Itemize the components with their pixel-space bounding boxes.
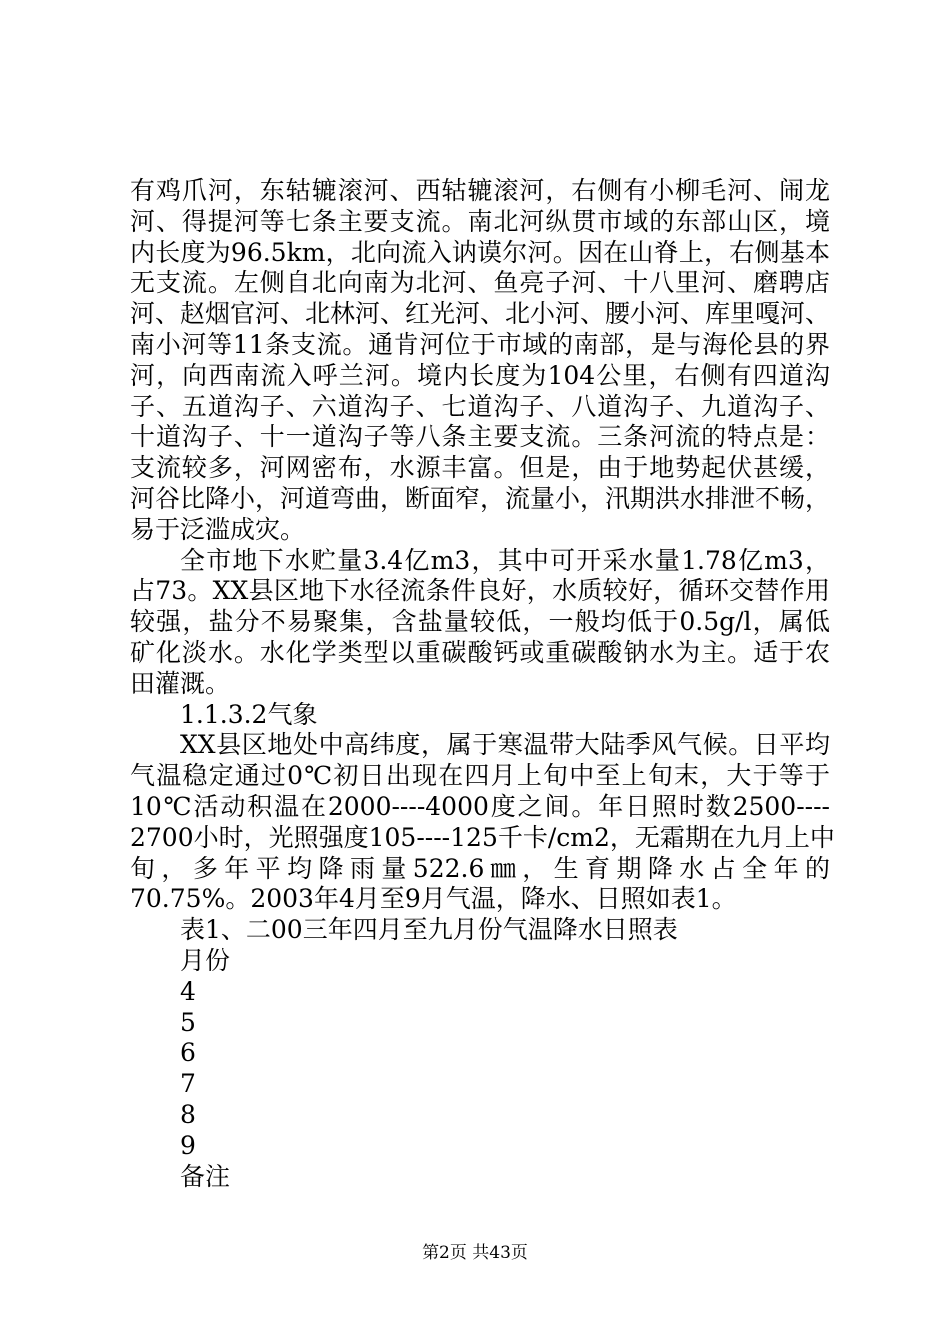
text-line: XX县区地处中高纬度，属于寒温带大陆季风气候。日平均 [180, 730, 830, 760]
text-line: 河，向西南流入呼兰河。境内长度为104公里，右侧有四道沟 [130, 360, 830, 390]
text-line: 10℃活动积温在2000----4000度之间。年日照时数2500---- [130, 791, 830, 821]
text-line: 南小河等11条支流。通肯河位于市域的南部，是与海伦县的界 [130, 329, 830, 359]
table-cell-month: 6 [180, 1038, 196, 1068]
text-line: 支流较多，河网密布，水源丰富。但是，由于地势起伏甚缓， [130, 453, 830, 483]
table-cell-month: 5 [180, 1007, 196, 1037]
section-heading: 1.1.3.2气象 [180, 699, 318, 729]
paragraph-rivers [130, 176, 830, 546]
document-body [130, 176, 835, 1192]
text-line: 易于泛滥成灾。 [130, 514, 306, 544]
paragraph-groundwater [130, 546, 830, 700]
text-line: 2700小时，光照强度105----125千卡/cm2，无霜期在九月上中 [130, 822, 835, 852]
text-line: 有鸡爪河，东轱辘滚河、西轱辘滚河，右侧有小柳毛河、闹龙 [130, 176, 830, 205]
text-line: 无支流。左侧自北向南为北河、鱼亮子河、十八里河、磨聘店 [130, 268, 830, 298]
text-line: 占73。XX县区地下水径流条件良好，水质较好，循环交替作用 [130, 576, 830, 606]
text-line: 河、赵烟官河、北林河、红光河、北小河、腰小河、库里嘎河、 [130, 299, 831, 329]
table-cell-remark: 备注 [180, 1161, 231, 1191]
text-line: 70.75%。2003年4月至9月气温，降水、日照如表1。 [130, 884, 737, 914]
page-footer: 第2页 共43页 [422, 1243, 528, 1263]
text-line: 子、五道沟子、六道沟子、七道沟子、八道沟子、九道沟子、 [130, 391, 830, 421]
table-cell-month: 9 [180, 1130, 196, 1160]
text-line: 内长度为96.5km，北向流入讷谟尔河。因在山脊上，右侧基本 [130, 237, 830, 267]
text-line: 河、得提河等七条主要支流。南北河纵贯市域的东部山区，境 [130, 206, 830, 236]
text-line: 矿化淡水。水化学类型以重碳酸钙或重碳酸钠水为主。适于农 [130, 637, 830, 667]
text-line: 较强，盐分不易聚集，含盐量较低，一般均低于0.5g/l，属低 [130, 607, 830, 637]
text-line: 旬，多年平均降雨量522.6㎜，生育期降水占全年的 [130, 853, 830, 883]
table-cell-month: 4 [180, 976, 196, 1006]
table-caption: 表1、二00三年四月至九月份气温降水日照表 [180, 915, 678, 945]
text-line: 十道沟子、十一道沟子等八条主要支流。三条河流的特点是： [130, 422, 830, 452]
table-header-month: 月份 [180, 945, 231, 975]
text-line: 河谷比降小，河道弯曲，断面窄，流量小，汛期洪水排泄不畅， [130, 483, 831, 513]
text-line: 全市地下水贮量3.4亿m3，其中可开采水量1.78亿m3， [180, 545, 830, 575]
paragraph-climate [130, 730, 835, 915]
text-line: 田灌溉。 [130, 668, 231, 698]
table-cell-month: 8 [180, 1099, 196, 1129]
text-line: 气温稳定通过0℃初日出现在四月上旬中至上旬末，大于等于 [130, 761, 830, 791]
table-cell-month: 7 [180, 1069, 196, 1099]
